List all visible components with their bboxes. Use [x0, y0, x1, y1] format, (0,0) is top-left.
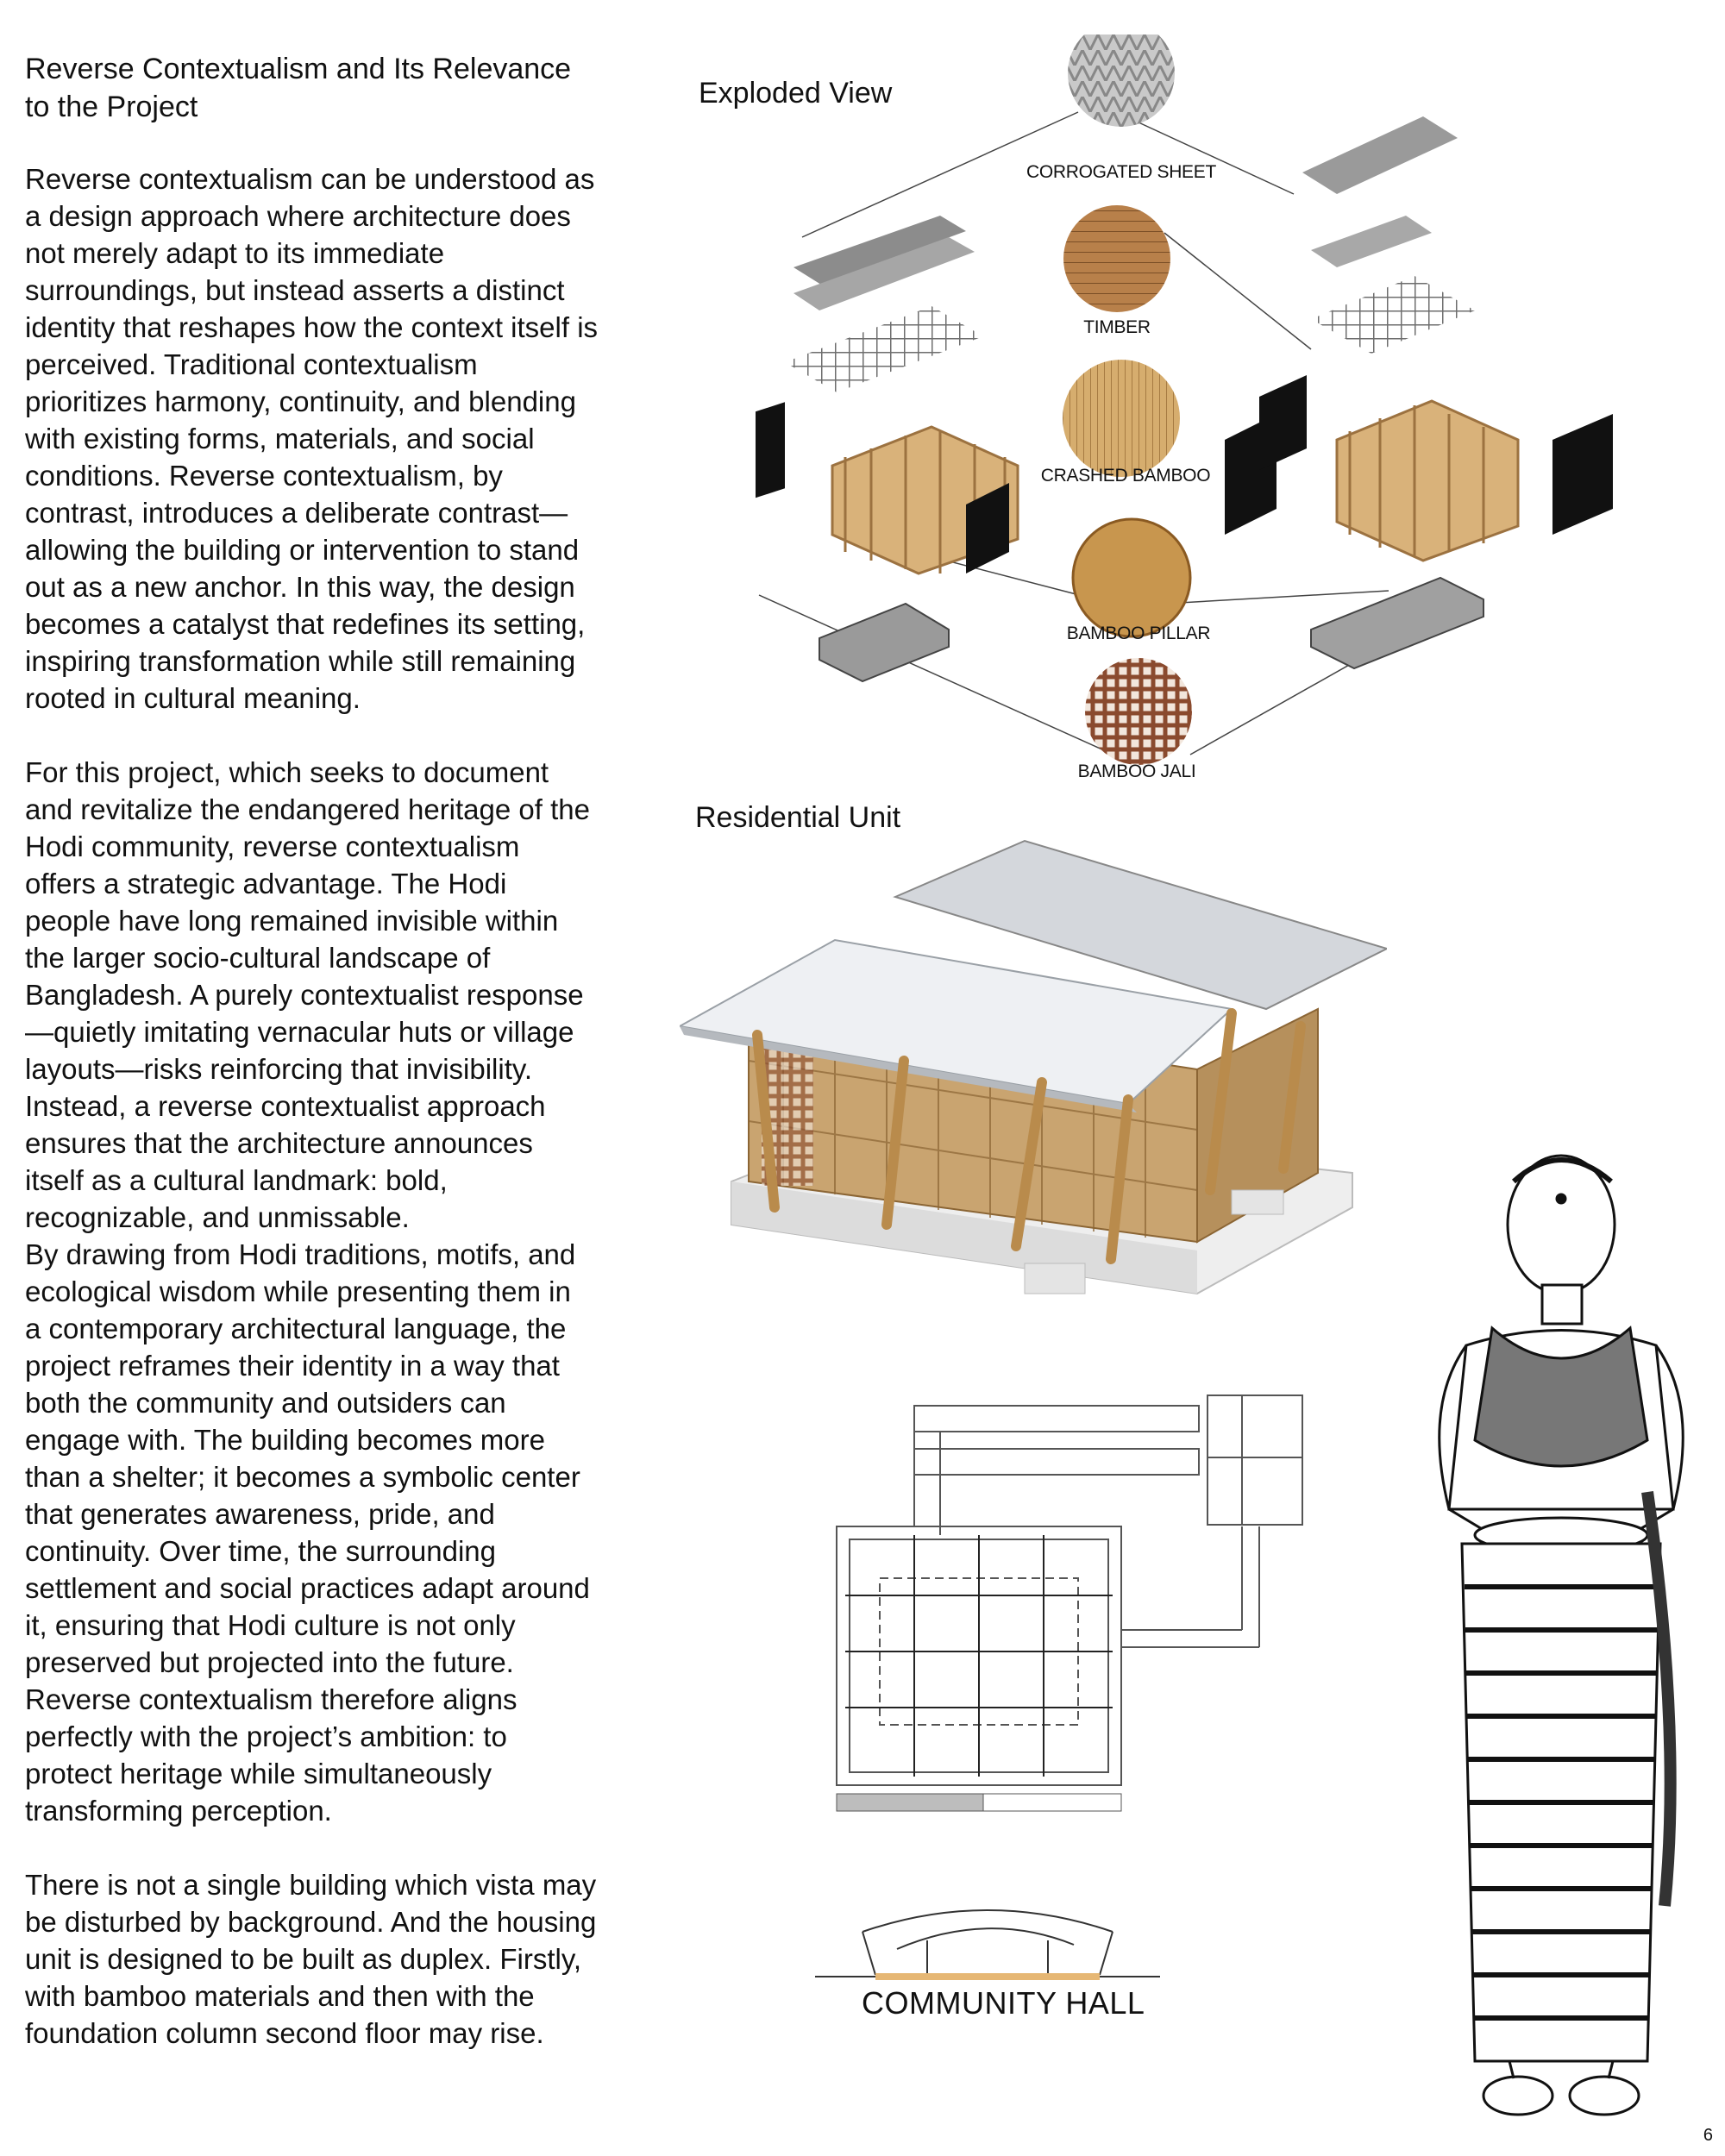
exploded-view-diagram — [656, 34, 1725, 776]
community-hall-title: COMMUNITY HALL — [862, 1985, 1145, 2021]
residential-unit-title: Residential Unit — [695, 801, 901, 834]
crashed-bamboo-swatch — [1063, 360, 1180, 477]
right-roof-sheet-2 — [1311, 216, 1432, 267]
heading-line-1: Reverse Contextualism and Its Relevance — [25, 53, 572, 85]
corrugated-sheet-swatch — [1068, 34, 1175, 127]
article-column — [25, 50, 629, 2052]
paragraph-1: Reverse contextualism can be understood as a design approach where architecture does not merely adapt to its immediate surroundings, but instead asserts a distinct identity that reshapes how the context itself is perceived. Traditional contextualism prioritizes harmony, continuity, and blending with existing forms, materials, and social conditions. Reverse contextualism, by contrast, introduces a deliberate contrast— allowing the building or intervention to stand out as a new anchor. In this way, the design becomes a catalyst that redefines its setting, inspiring transformation while still remaining rooted in cultural meaning. — [25, 163, 599, 714]
left-frame-grid — [785, 306, 983, 392]
right-panel-black-2 — [1552, 414, 1613, 535]
right-frame-grid — [1311, 276, 1475, 354]
bamboo-jali-swatch — [1085, 658, 1192, 765]
left-base-slab — [819, 604, 949, 681]
right-roof-sheet — [1302, 116, 1458, 194]
material-label-bamboo-jali: BAMBOO JALI — [1077, 761, 1196, 781]
left-panel-black — [756, 402, 785, 498]
residential-unit-model — [680, 828, 1387, 1311]
right-bamboo-frame — [1337, 401, 1518, 561]
exploded-view-title: Exploded View — [699, 77, 893, 110]
material-label-timber: TIMBER — [1083, 317, 1151, 337]
article-heading — [25, 50, 629, 126]
timber-swatch — [1063, 205, 1170, 312]
material-label-bamboo-pillar: BAMBOO PILLAR — [1066, 624, 1211, 643]
hodi-woman-illustration — [1389, 1130, 1716, 2147]
paragraph-3: There is not a single building which vista may be disturbed by background. And the housing unit is designed to be built as duplex. Firstly, with bamboo materials and then with the foundation column second floor may rise. — [25, 1869, 597, 2049]
right-base-slab — [1311, 578, 1484, 668]
material-label-crashed-bamboo: CRASHED BAMBOO — [1040, 466, 1211, 486]
paragraph-2: For this project, which seeks to document and revitalize the endangered heritage of the Hodi community, reverse contextualism offers a strategic advantage. The Hodi people have long remained invisible within the larger socio-cultural landscape of Bangladesh. A purely contextualist response —quietly imitating vernacular huts or village layouts—risks reinforcing that invisibility. Instead, a reverse contextualist approach ensures that the architecture announces itself as a cultural landmark: bold, recognizable, and unmissable. By drawing from Hodi traditions, motifs, and ecological wisdom while presenting them in a contemporary architectural language, the project reframes their identity in a way that both the community and outsiders can engage with. The building becomes more than a shelter; it becomes a symbolic center that generates awareness, pride, and continuity. Over time, the surrounding settlement and social practices adapt around it, ensuring that Hodi culture is not only preserved but projected into the future. Reverse contextualism therefore aligns perfectly with the project’s ambition: to protect heritage while simultaneously transforming perception. — [25, 756, 590, 1827]
material-label-corrugated-sheet: CORROGATED SHEET — [1026, 162, 1216, 182]
heading-line-2: to the Project — [25, 91, 198, 123]
community-hall-plan — [828, 1388, 1311, 1820]
page-number: 6 — [1703, 2126, 1713, 2145]
